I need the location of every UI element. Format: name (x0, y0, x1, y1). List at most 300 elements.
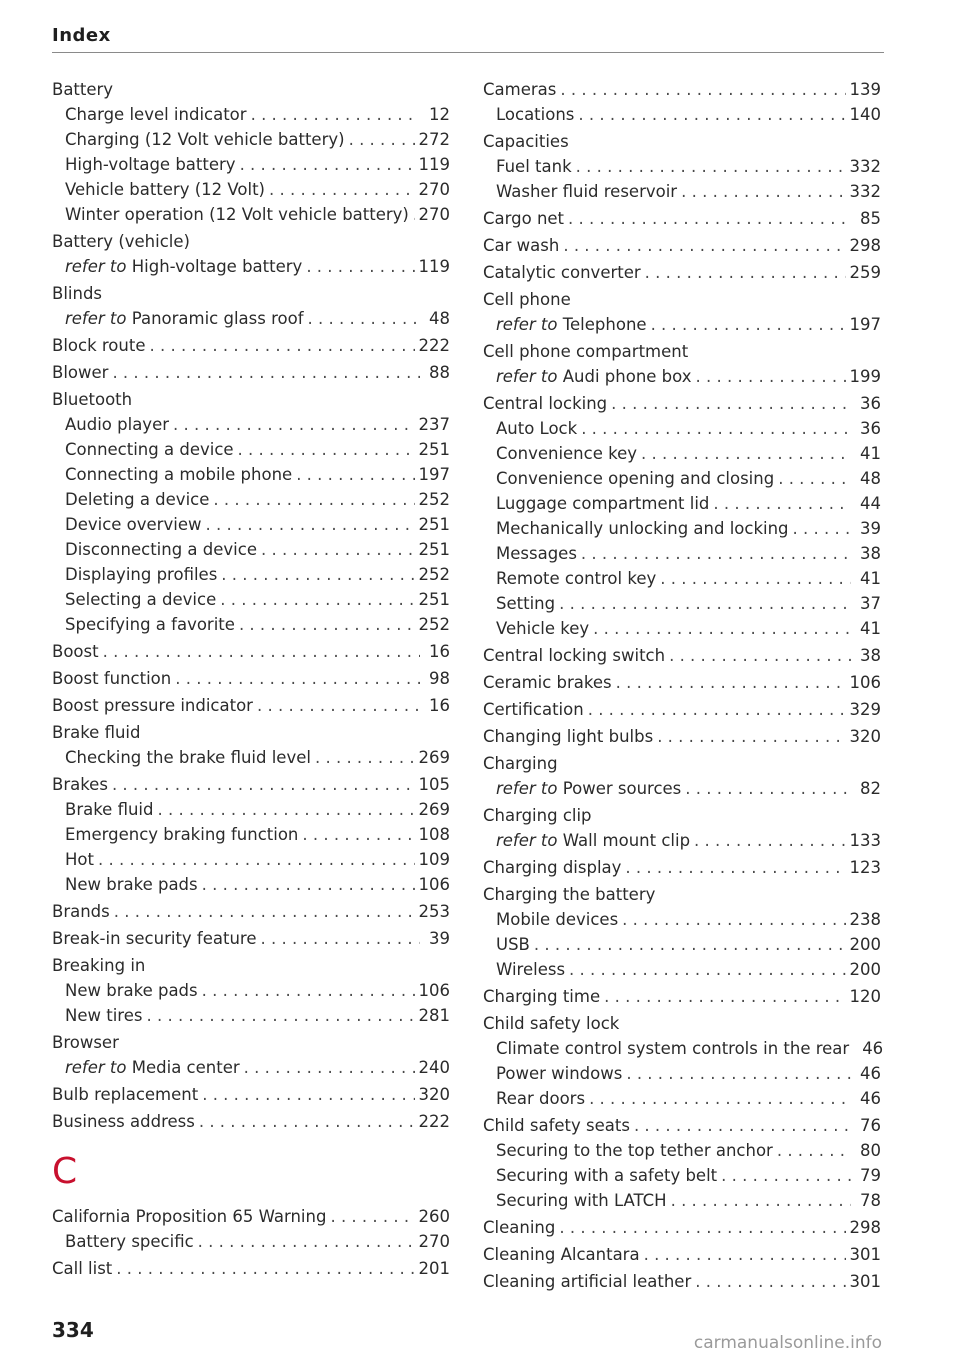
entry-page-number: 251 (418, 515, 450, 534)
entry-label (496, 828, 690, 853)
index-entry (52, 926, 450, 951)
entry-text: California Proposition 65 Warning (52, 1207, 327, 1226)
entry-label (496, 932, 530, 957)
dot-leader (568, 206, 851, 231)
entry-text: Audio player (65, 415, 170, 434)
dot-leader (103, 639, 420, 664)
dot-leader (269, 177, 415, 202)
index-subentry (483, 1086, 881, 1111)
index-entry (483, 391, 881, 416)
dot-leader (576, 154, 846, 179)
index-entry (483, 1113, 881, 1138)
entry-page-number: 41 (860, 444, 881, 463)
entry-page-number: 272 (418, 130, 450, 149)
entry-page-number: 106 (418, 875, 450, 894)
dot-leader (581, 416, 851, 441)
entry-text: Mechanically unlocking and locking (496, 519, 789, 538)
entry-page-number: 269 (418, 800, 450, 819)
index-subentry (52, 822, 450, 847)
entry-text: Media center (131, 1058, 240, 1077)
index-subentry (483, 957, 881, 982)
entry-text: Business address (52, 1112, 195, 1131)
entry-text: Car wash (483, 236, 560, 255)
entry-page-number: 106 (418, 981, 450, 1000)
index-subentry (483, 466, 881, 491)
entry-text: Displaying profiles (65, 565, 218, 584)
entry-label (496, 591, 555, 616)
entry-text: Cameras (483, 80, 557, 99)
entry-page-number: 269 (418, 748, 450, 767)
entry-page-number: 259 (849, 263, 881, 282)
index-entry (483, 1215, 881, 1240)
entry-label (52, 953, 145, 978)
entry-label (52, 77, 113, 102)
entry-text: Device overview (65, 515, 202, 534)
entry-label (65, 102, 247, 127)
entry-text: Charge level indicator (65, 105, 247, 124)
dot-leader (569, 957, 845, 982)
dot-leader (793, 516, 851, 541)
entry-page-number: 78 (860, 1191, 881, 1210)
index-subentry (483, 1188, 881, 1213)
dot-leader (589, 1086, 851, 1111)
entry-label (52, 720, 141, 745)
index-subentry (52, 1003, 450, 1028)
entry-label (52, 926, 257, 951)
entry-text: Child safety lock (483, 1014, 620, 1033)
entry-label (65, 562, 217, 587)
dot-leader (308, 306, 420, 331)
entry-text: Child safety seats (483, 1116, 630, 1135)
entry-label (483, 339, 688, 364)
entry-page-number: 320 (849, 727, 881, 746)
entry-label (496, 957, 565, 982)
entry-label (483, 1215, 555, 1240)
entry-label (65, 177, 265, 202)
entry-page-number: 123 (849, 858, 881, 877)
entry-page-number: 36 (860, 394, 881, 413)
dot-leader (257, 693, 420, 718)
dot-leader (778, 466, 851, 491)
entry-label (483, 984, 600, 1009)
index-subentry (52, 254, 450, 279)
entry-page-number: 332 (849, 182, 881, 201)
index-subentry (483, 1036, 884, 1061)
dot-leader (413, 202, 415, 227)
index-subentry (483, 416, 881, 441)
entry-label (65, 437, 234, 462)
entry-label (52, 1204, 326, 1229)
index-subentry (483, 616, 881, 641)
index-entry (483, 1242, 881, 1267)
entry-text: Central locking (483, 394, 608, 413)
index-subentry (483, 566, 881, 591)
entry-page-number: 41 (860, 619, 881, 638)
entry-label (496, 441, 637, 466)
entry-label (483, 77, 556, 102)
entry-text: Cleaning artificial leather (483, 1272, 692, 1291)
entry-text: Remote control key (496, 569, 657, 588)
entry-label (52, 666, 171, 691)
entry-page-number: 36 (860, 419, 881, 438)
entry-page-number: 76 (860, 1116, 881, 1135)
entry-page-number: 119 (418, 155, 450, 174)
entry-text: Call list (52, 1259, 113, 1278)
dot-leader (98, 847, 415, 872)
index-subentry (52, 177, 450, 202)
entry-text: New brake pads (65, 981, 198, 1000)
index-subentry (52, 462, 450, 487)
dot-leader (713, 491, 851, 516)
entry-label (65, 412, 169, 437)
entry-text: Winter operation (12 Volt vehicle battery) (65, 205, 409, 224)
entry-text: Rear doors (496, 1089, 586, 1108)
index-subentry (52, 978, 450, 1003)
entry-page-number: 80 (860, 1141, 881, 1160)
dot-leader (213, 487, 414, 512)
index-entry (483, 855, 881, 880)
entry-text: Charging display (483, 858, 622, 877)
cross-reference-prefix: refer to (65, 257, 127, 276)
entry-page-number: 301 (849, 1245, 881, 1264)
entry-text: Browser (52, 1033, 119, 1052)
entry-page-number: 298 (849, 1218, 881, 1237)
entry-page-number: 332 (849, 157, 881, 176)
entry-text: New brake pads (65, 875, 198, 894)
entry-label (483, 1011, 619, 1036)
entry-label (52, 639, 99, 664)
entry-label (483, 206, 564, 231)
entry-text: Vehicle key (496, 619, 590, 638)
index-subentry (52, 512, 450, 537)
index-subentry (483, 1061, 881, 1086)
entry-label (483, 1242, 640, 1267)
entry-text: Charging time (483, 987, 601, 1006)
dot-leader (221, 562, 414, 587)
index-column-right (483, 77, 884, 1294)
index-entry (483, 77, 881, 102)
dot-leader (261, 537, 415, 562)
entry-text: Wall mount clip (562, 831, 691, 850)
entry-label (52, 693, 253, 718)
entry-text: High-voltage battery (65, 155, 236, 174)
index-entry (483, 751, 881, 776)
dot-leader (651, 312, 846, 337)
dot-leader (660, 566, 851, 591)
entry-page-number: 281 (418, 1006, 450, 1025)
entry-page-number: 106 (849, 673, 881, 692)
entry-text: Vehicle battery (12 Volt) (65, 180, 265, 199)
dot-leader (146, 1003, 414, 1028)
entry-label (52, 387, 132, 412)
index-subentry (483, 516, 881, 541)
index-entry (52, 360, 450, 385)
entry-page-number: 109 (418, 850, 450, 869)
entry-page-number: 39 (860, 519, 881, 538)
entry-label (483, 697, 584, 722)
index-entry (52, 229, 450, 254)
entry-text: Power sources (562, 779, 682, 798)
dot-leader (626, 1061, 851, 1086)
entry-page-number: 320 (418, 1085, 450, 1104)
entry-page-number: 41 (860, 569, 881, 588)
index-entry (483, 643, 881, 668)
entry-text: Battery (vehicle) (52, 232, 190, 251)
entry-page-number: 44 (860, 494, 881, 513)
dot-leader (239, 612, 415, 637)
dot-leader (696, 364, 846, 389)
entry-text: Breaking in (52, 956, 146, 975)
entry-page-number: 16 (429, 696, 450, 715)
entry-text: Bulb replacement (52, 1085, 199, 1104)
dot-leader (588, 697, 846, 722)
entry-page-number: 251 (418, 590, 450, 609)
index-entry (52, 639, 450, 664)
index-entry (52, 1204, 450, 1229)
index-entry (52, 281, 450, 306)
entry-text: High-voltage battery (131, 257, 303, 276)
entry-label (483, 803, 592, 828)
cross-reference-prefix: refer to (496, 367, 558, 386)
entry-page-number: 329 (849, 700, 881, 719)
entry-page-number: 46 (862, 1039, 884, 1058)
entry-text: Brake fluid (65, 800, 154, 819)
entry-page-number: 270 (418, 1232, 450, 1251)
entry-text: Disconnecting a device (65, 540, 257, 559)
entry-text: Boost function (52, 669, 172, 688)
entry-text: Charging clip (483, 806, 592, 825)
dot-leader (593, 616, 851, 641)
index-entry (483, 260, 881, 285)
entry-text: Climate control system controls in the rear (496, 1039, 850, 1058)
entry-text: Brands (52, 902, 110, 921)
dot-leader (657, 724, 845, 749)
index-entry (483, 803, 881, 828)
entry-label (483, 391, 607, 416)
entry-label (52, 1082, 198, 1107)
index-entry (52, 1082, 450, 1107)
entry-label (65, 537, 257, 562)
index-subentry (52, 306, 450, 331)
dot-leader (611, 391, 851, 416)
entry-label (496, 1061, 622, 1086)
index-entry (52, 77, 450, 102)
index-subentry (483, 591, 881, 616)
entry-label (65, 587, 216, 612)
entry-page-number: 48 (860, 469, 881, 488)
index-entry (52, 387, 450, 412)
index-subentry (52, 587, 450, 612)
entry-label (483, 724, 653, 749)
entry-page-number: 199 (849, 367, 881, 386)
entry-label (496, 312, 647, 337)
index-entry (483, 129, 881, 154)
entry-label (65, 512, 201, 537)
dot-leader (777, 1138, 851, 1163)
entry-text: Deleting a device (65, 490, 210, 509)
cross-reference-prefix: refer to (496, 779, 558, 798)
dot-leader (671, 1188, 851, 1213)
dot-leader (349, 127, 415, 152)
entry-label (483, 1269, 691, 1294)
dot-leader (616, 670, 846, 695)
entry-label (496, 541, 577, 566)
dot-leader (261, 926, 421, 951)
index-subentry (52, 102, 450, 127)
entry-page-number: 79 (860, 1166, 881, 1185)
index-column-left (52, 77, 450, 1281)
cross-reference-prefix: refer to (496, 831, 558, 850)
dot-leader (578, 102, 845, 127)
entry-page-number: 39 (429, 929, 450, 948)
index-subentry (52, 1229, 450, 1254)
entry-label (65, 462, 292, 487)
entry-text: Wireless (496, 960, 566, 979)
index-entry (483, 287, 881, 312)
entry-label (65, 847, 94, 872)
index-entry (52, 333, 450, 358)
entry-page-number: 16 (429, 642, 450, 661)
entry-label (65, 745, 311, 770)
entry-text: Luggage compartment lid (496, 494, 710, 513)
dot-leader (695, 1269, 845, 1294)
entry-label (483, 643, 665, 668)
dot-leader (202, 872, 415, 897)
entry-text: Mobile devices (496, 910, 619, 929)
index-entry (483, 984, 881, 1009)
dot-leader (175, 666, 420, 691)
entry-page-number: 251 (418, 440, 450, 459)
dot-leader (645, 260, 846, 285)
entry-text: Locations (496, 105, 575, 124)
entry-page-number: 133 (849, 831, 881, 850)
entry-label (65, 127, 345, 152)
index-entry (52, 772, 450, 797)
entry-text: Selecting a device (65, 590, 217, 609)
index-subentry (52, 1055, 450, 1080)
entry-label (496, 102, 574, 127)
entry-page-number: 270 (418, 205, 450, 224)
page-title: Index (52, 25, 111, 46)
index-subentry (52, 847, 450, 872)
entry-text: Charging (483, 754, 558, 773)
entry-page-number: 252 (418, 565, 450, 584)
entry-text: Certification (483, 700, 584, 719)
index-subentry (483, 491, 881, 516)
entry-page-number: 38 (860, 646, 881, 665)
index-entry (483, 697, 881, 722)
dot-leader (158, 797, 415, 822)
entry-page-number: 46 (860, 1064, 881, 1083)
index-letter-heading: C (52, 1151, 78, 1192)
entry-label (496, 776, 681, 801)
dot-leader (625, 855, 845, 880)
entry-page-number: 139 (849, 80, 881, 99)
index-subentry (483, 1163, 881, 1188)
cross-reference-prefix: refer to (65, 1058, 127, 1077)
index-entry (483, 1269, 881, 1294)
entry-label (52, 360, 108, 385)
entry-text: Panoramic glass roof (131, 309, 304, 328)
dot-leader (240, 152, 415, 177)
dot-leader (622, 907, 845, 932)
entry-page-number: 197 (849, 315, 881, 334)
entry-page-number: 253 (418, 902, 450, 921)
entry-label (483, 1113, 630, 1138)
index-entry (52, 720, 450, 745)
watermark: carmanualsonline.info (693, 1333, 882, 1353)
entry-label (52, 1030, 119, 1055)
index-entry (52, 953, 450, 978)
index-entry (483, 1011, 881, 1036)
entry-page-number: 252 (418, 615, 450, 634)
dot-leader (244, 1055, 415, 1080)
dot-leader (205, 512, 414, 537)
index-subentry (483, 312, 881, 337)
dot-leader (302, 822, 414, 847)
entry-label (483, 287, 571, 312)
entry-text: Emergency braking function (65, 825, 299, 844)
entry-label (65, 612, 235, 637)
entry-text: Changing light bulbs (483, 727, 654, 746)
entry-label (52, 333, 145, 358)
entry-page-number: 197 (418, 465, 450, 484)
index-entry (52, 1109, 450, 1134)
entry-text: Blinds (52, 284, 103, 303)
entry-page-number: 251 (418, 540, 450, 559)
entry-page-number: 200 (849, 960, 881, 979)
index-subentry (52, 562, 450, 587)
entry-label (65, 1229, 194, 1254)
entry-text: Brake fluid (52, 723, 141, 742)
dot-leader (534, 932, 846, 957)
entry-page-number: 252 (418, 490, 450, 509)
page-header (52, 24, 884, 53)
entry-page-number: 120 (849, 987, 881, 1006)
entry-page-number: 238 (849, 910, 881, 929)
entry-label (65, 872, 198, 897)
entry-page-number: 119 (418, 257, 450, 276)
entry-text: Cell phone (483, 290, 571, 309)
index-subentry (483, 154, 881, 179)
entry-text: Securing to the top tether anchor (496, 1141, 773, 1160)
entry-label (496, 1086, 585, 1111)
entry-page-number: 260 (418, 1207, 450, 1226)
entry-label (496, 566, 656, 591)
index-subentry (52, 612, 450, 637)
dot-leader (116, 1256, 414, 1281)
entry-page-number: 222 (418, 336, 450, 355)
entry-label (65, 822, 298, 847)
entry-page-number: 301 (849, 1272, 881, 1291)
entry-label (496, 907, 618, 932)
entry-label (496, 1036, 849, 1061)
entry-label (483, 882, 655, 907)
cross-reference-prefix: refer to (496, 315, 558, 334)
entry-page-number: 85 (860, 209, 881, 228)
entry-label (496, 1138, 773, 1163)
index-subentry (52, 152, 450, 177)
dot-leader (112, 772, 415, 797)
entry-label (483, 670, 612, 695)
entry-text: Break-in security feature (52, 929, 257, 948)
entry-text: Charging (12 Volt vehicle battery) (65, 130, 345, 149)
entry-label (483, 260, 641, 285)
entry-text: Cargo net (483, 209, 565, 228)
entry-page-number: 46 (860, 1089, 881, 1108)
entry-label (65, 254, 302, 279)
entry-text: Battery specific (65, 1232, 194, 1251)
